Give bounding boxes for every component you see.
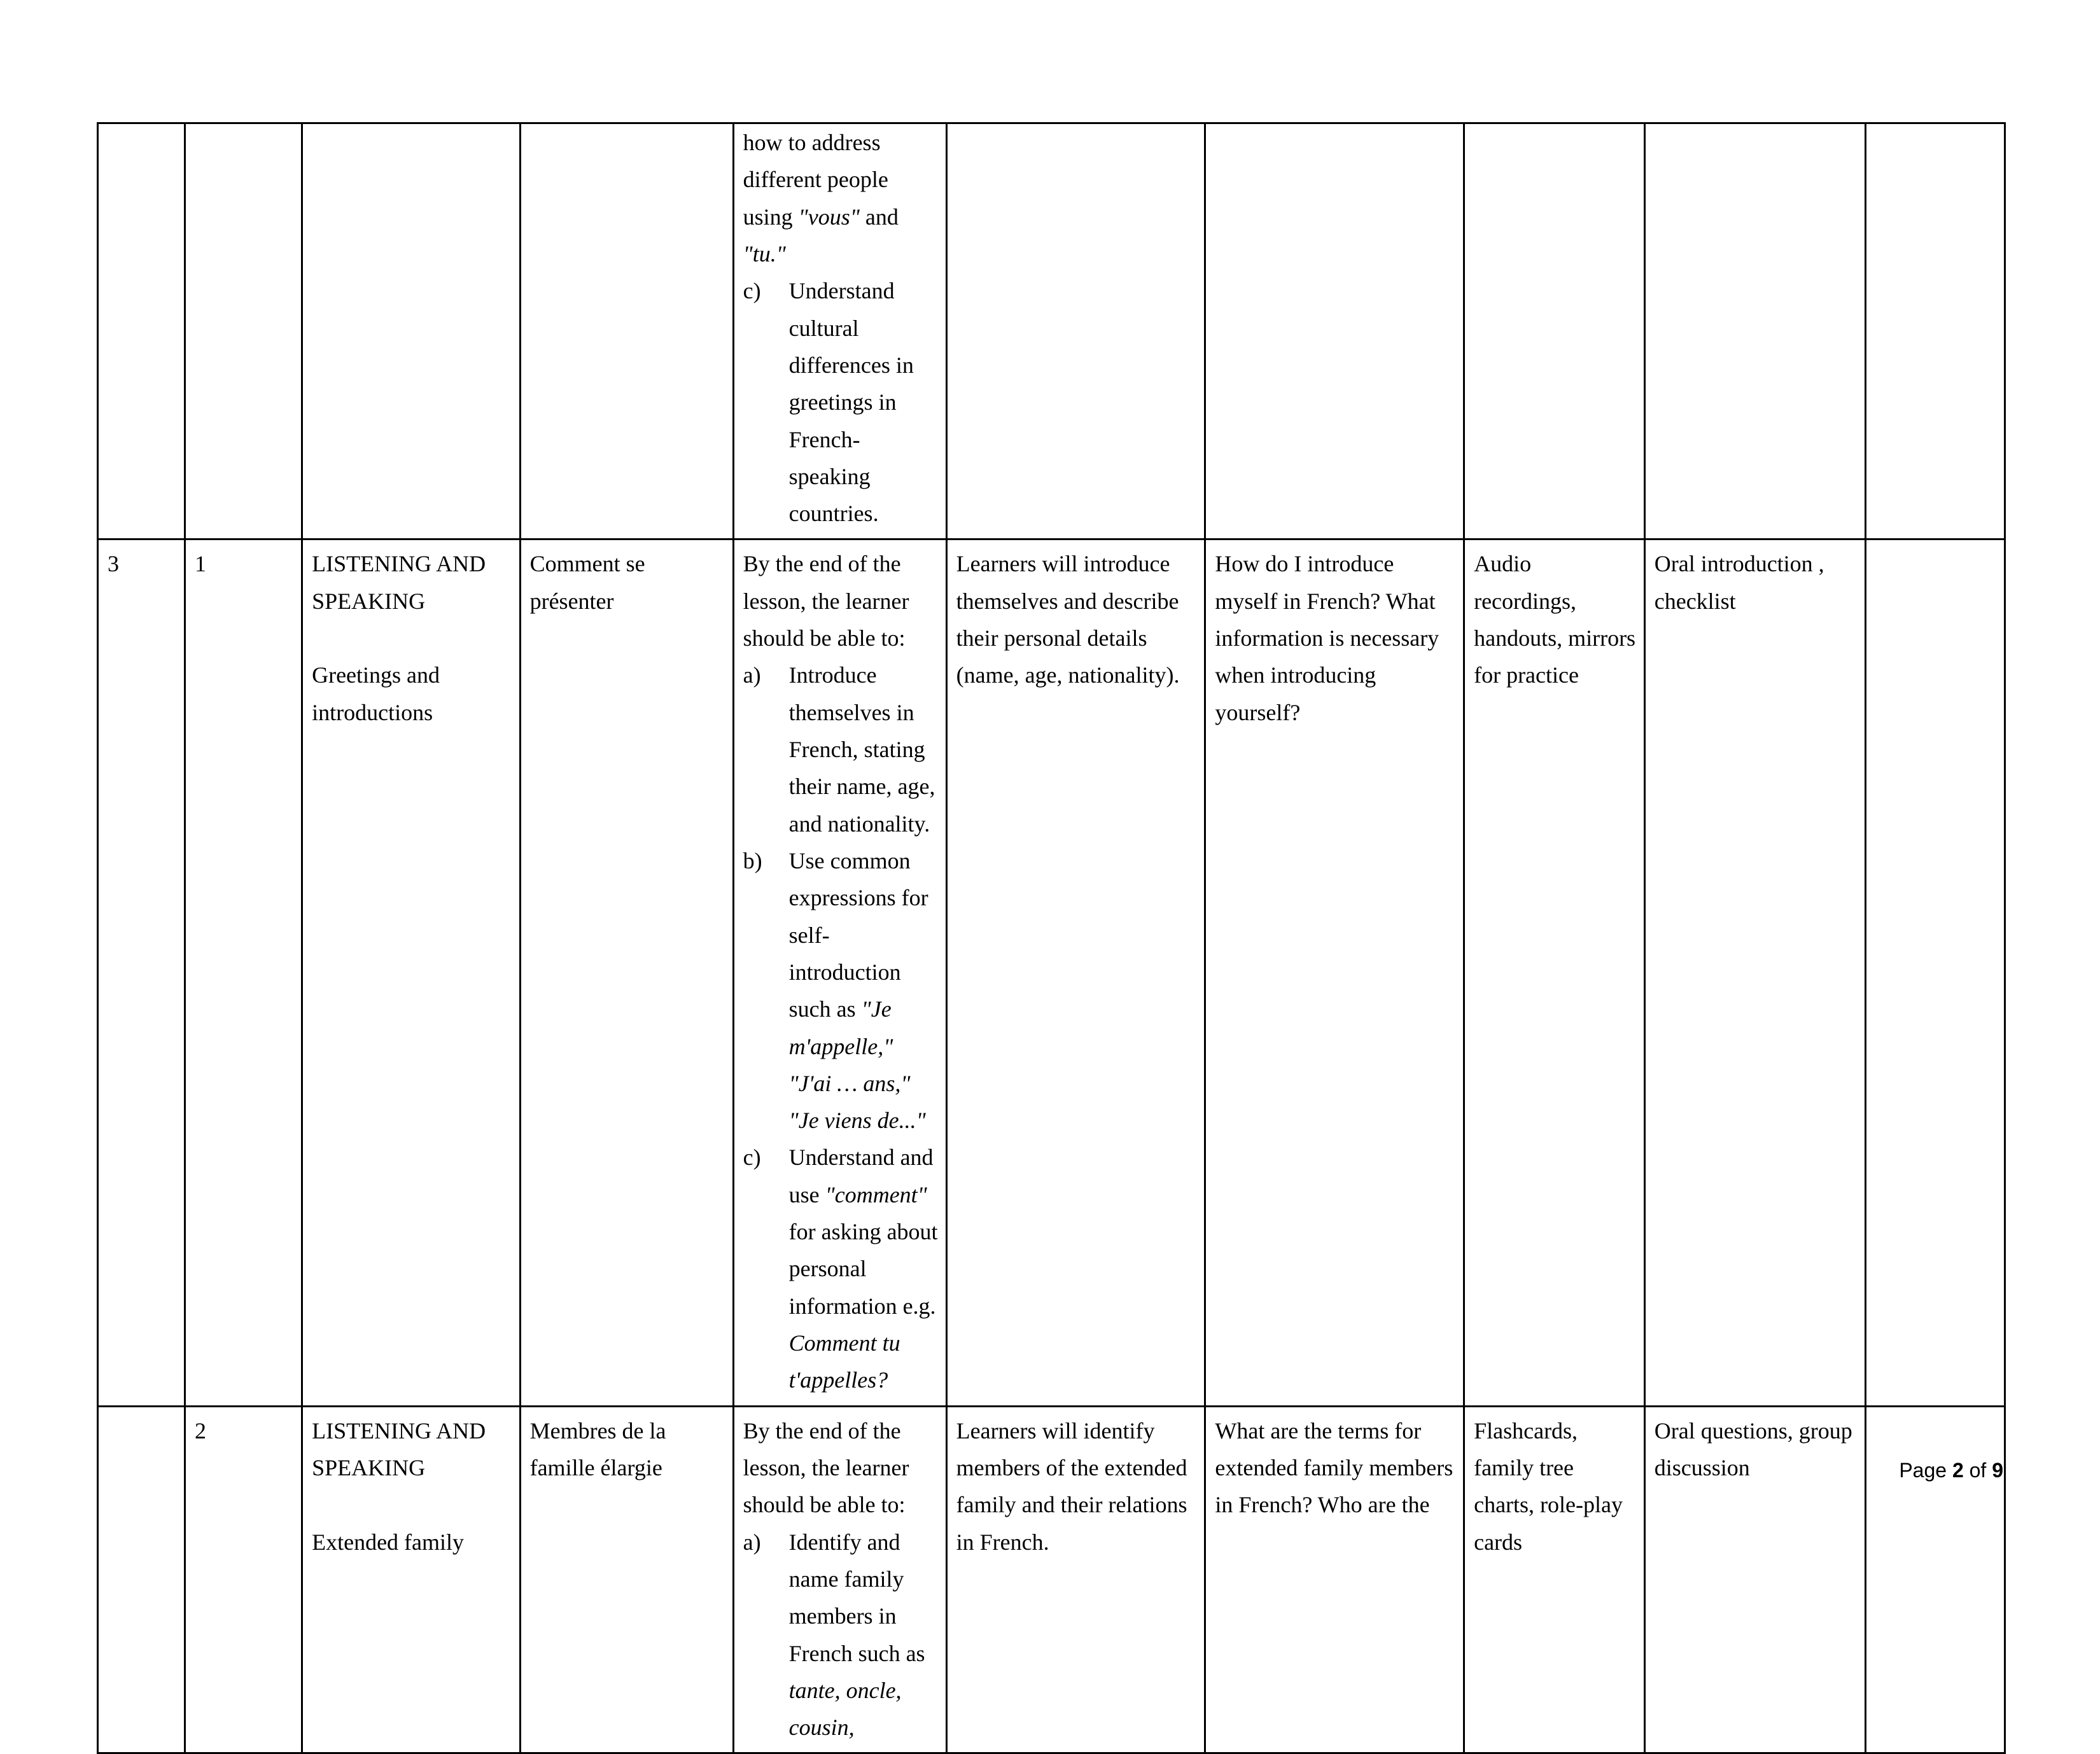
list-item	[743, 1139, 938, 1398]
list-marker: a)	[743, 662, 761, 688]
cell-learning-experiences: Learners will introduce themselves and describe their personal details (name, age, nationality).	[946, 539, 1205, 1406]
cell-lesson-number: 2	[185, 1406, 302, 1753]
cell-strand-substrand	[302, 123, 521, 539]
cell-learning-resources: Flashcards, family tree charts, role-play cards	[1464, 1406, 1645, 1753]
list-marker: c)	[743, 1145, 761, 1171]
outcome-list	[743, 272, 938, 532]
list-item-text: Use common expressions for self-introduction such as	[788, 847, 928, 1022]
footer-prefix: Page	[1899, 1459, 1947, 1482]
strand-title: LISTENING AND SPEAKING	[312, 1417, 486, 1480]
list-item-text: Identify and name family members in French such as	[788, 1529, 925, 1666]
outcome-continued-italic-vous: "vous"	[798, 204, 860, 230]
cell-assessment: Oral questions, group discussion	[1644, 1406, 1865, 1753]
cell-key-inquiry	[1205, 123, 1464, 539]
cell-assessment	[1644, 123, 1865, 539]
cell-learning-outcomes	[733, 123, 946, 539]
cell-learning-outcomes	[733, 1406, 946, 1753]
cell-key-inquiry: How do I introduce myself in French? What information is necessary when introducing yourself?	[1205, 539, 1464, 1406]
list-item-italic: "Je m'appelle," "J'ai … ans," "Je viens de..."	[788, 996, 926, 1134]
outcome-continued-italic-tu: "tu."	[743, 240, 786, 267]
outcome-list	[743, 657, 938, 1398]
spacer	[312, 1486, 512, 1523]
footer-current-page: 2	[1952, 1459, 1964, 1482]
substrand-title: Extended family	[312, 1529, 465, 1555]
cell-subtopic-french: Comment se présenter	[520, 539, 733, 1406]
cell-strand-substrand	[302, 539, 521, 1406]
cell-lesson-number: 1	[185, 539, 302, 1406]
cell-reflection	[1865, 123, 2005, 539]
footer-total-pages: 9	[1992, 1459, 2003, 1482]
cell-strand-number: 3	[98, 539, 185, 1406]
outcome-continued-mid: and	[859, 204, 899, 230]
cell-learning-experiences	[946, 123, 1205, 539]
spacer	[312, 620, 512, 657]
list-item	[743, 657, 938, 842]
list-item-text-post: for asking about personal information e.g.	[788, 1219, 938, 1319]
cell-learning-resources: Audio recordings, handouts, mirrors for practice	[1464, 539, 1645, 1406]
footer-middle: of	[1969, 1459, 1987, 1482]
cell-subtopic-french	[520, 123, 733, 539]
cell-learning-resources	[1464, 123, 1645, 539]
list-item-italic-example: Comment tu t'appelles?	[788, 1330, 900, 1393]
cell-learning-outcomes	[733, 539, 946, 1406]
outcome-continued-text: how to address different people using	[743, 130, 888, 230]
list-marker: a)	[743, 1529, 761, 1555]
list-item-text: Understand and use	[788, 1145, 934, 1208]
list-item-text: Understand cultural differences in greetings in French-speaking countries.	[788, 278, 914, 527]
list-item	[743, 1524, 938, 1746]
list-item-italic: "comment"	[825, 1181, 927, 1208]
outcome-intro: By the end of the lesson, the learner should be able to:	[743, 1417, 909, 1518]
cell-reflection	[1865, 539, 2005, 1406]
list-marker: b)	[743, 847, 762, 874]
list-item-italic: tante, oncle, cousin,	[788, 1677, 902, 1741]
cell-subtopic-french: Membres de la famille élargie	[520, 1406, 733, 1753]
list-item	[743, 272, 938, 532]
table-row	[98, 1406, 2005, 1753]
scheme-of-work-table	[97, 122, 2006, 1754]
outcome-list	[743, 1524, 938, 1746]
list-item-text: Introduce themselves in French, stating their name, age, and nationality.	[788, 662, 935, 837]
cell-learning-experiences: Learners will identify members of the extended family and their relations in French.	[946, 1406, 1205, 1753]
list-item	[743, 842, 938, 1139]
list-marker: c)	[743, 278, 761, 304]
cell-assessment: Oral introduction , checklist	[1644, 539, 1865, 1406]
strand-title: LISTENING AND SPEAKING	[312, 551, 486, 614]
page-footer	[1899, 1458, 2003, 1482]
cell-lesson-number	[185, 123, 302, 539]
cell-strand-number	[98, 1406, 185, 1753]
cell-key-inquiry: What are the terms for extended family members in French? Who are the	[1205, 1406, 1464, 1753]
substrand-title: Greetings and introductions	[312, 662, 440, 725]
cell-strand-number	[98, 123, 185, 539]
cell-strand-substrand	[302, 1406, 521, 1753]
outcome-intro: By the end of the lesson, the learner should be able to:	[743, 551, 909, 651]
table-row	[98, 123, 2005, 539]
table-row	[98, 539, 2005, 1406]
